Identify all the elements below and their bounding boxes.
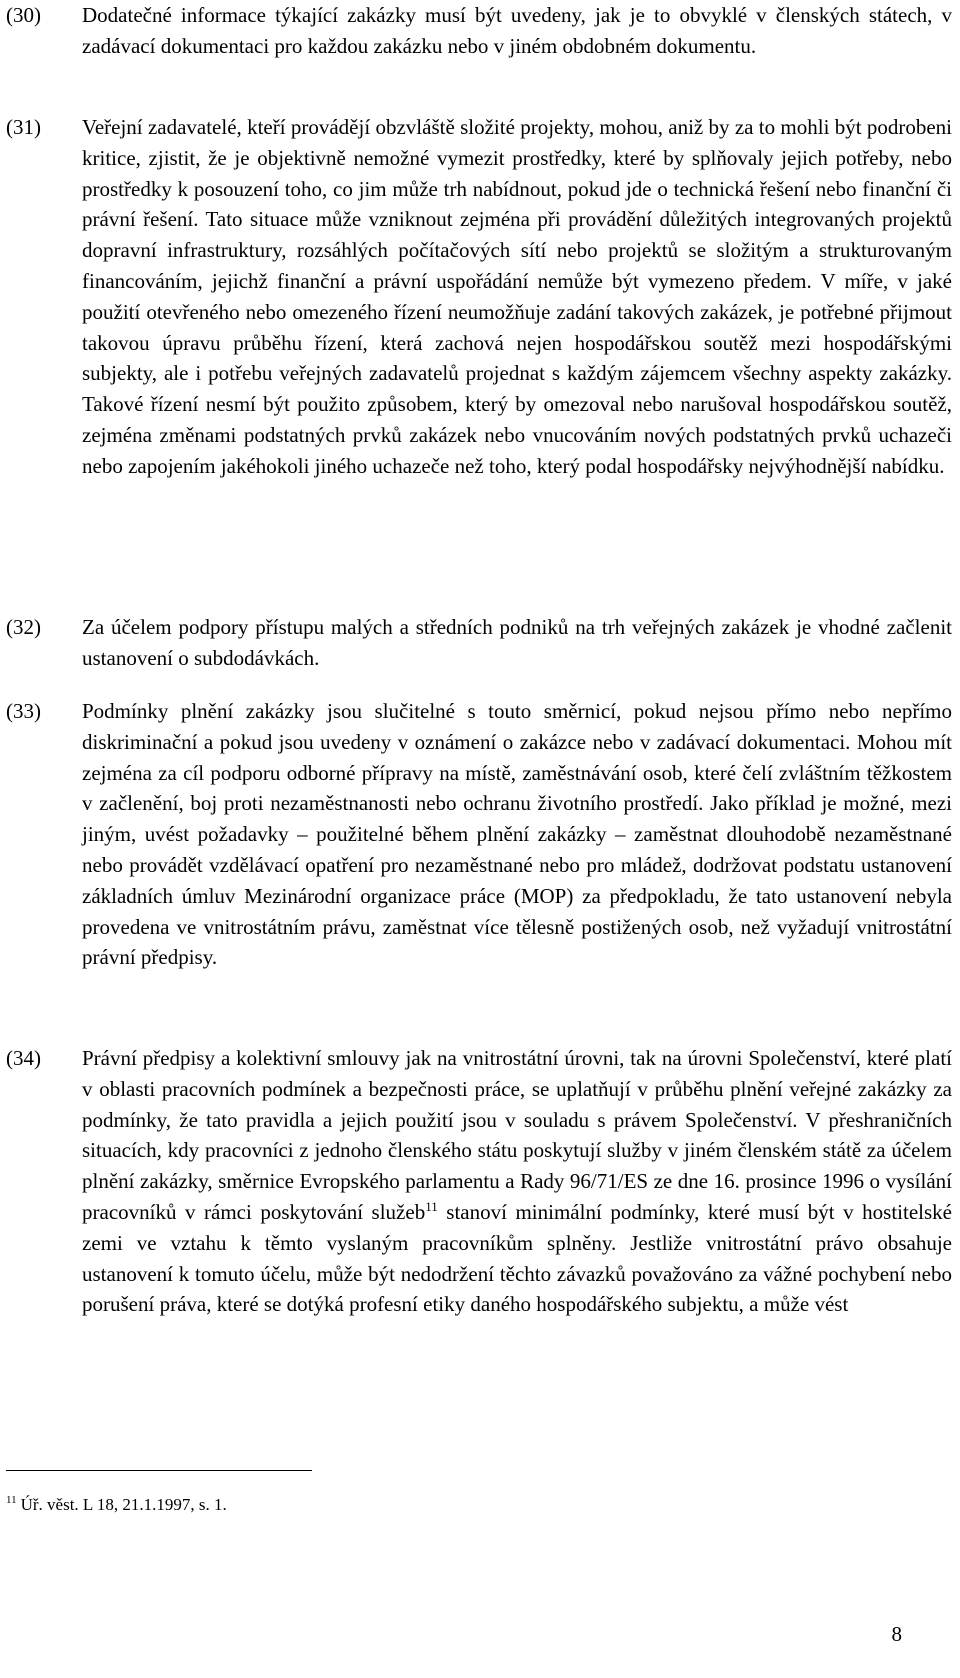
paragraph-text-part: Právní předpisy a kolektivní smlouvy jak na vnitrostátní úrovni, tak na úrovni Společenství, které platí v oblasti pracovních podmínek a bezpečnosti práce, se uplatňují v průběhu plnění veřejné zakázky za podmínky, že tato pravidla a jejich použití jsou v souladu s právem Společenství. V přeshraničních situacích, kdy pracovníci z jednoho členského státu poskytují služby v jiném členském státě za účelem plnění zakázky, směrnice Evropského parlamentu a Rady 96/71/ES ze dne 16. prosince 1996 o vysílání pracovníků v rámci poskytování služeb <box>82 1046 952 1224</box>
footnote-mark: 11 <box>6 1494 17 1507</box>
footnote-reference: 11 <box>425 1198 438 1214</box>
paragraph-number: (32) <box>6 615 41 639</box>
paragraph-33 <box>6 696 952 973</box>
paragraph-number: (30) <box>6 3 41 27</box>
paragraph-32 <box>6 612 952 674</box>
paragraph-text: Podmínky plnění zakázky jsou slučitelné s touto směrnicí, pokud nejsou přímo nebo nepřímo diskriminační a pokud jsou uvedeny v oznámení o zakázce nebo v zadávací dokumentaci. Mohou mít zejména za cíl podporu odborné přípravy na místě, zaměstnávání osob, které čelí zvláštním těžkostem v začlenění, boj proti nezaměstnanosti nebo ochranu životního prostředí. Jako příklad je možné, mezi jiným, uvést požadavky – použitelné během plnění zakázky – zaměstnat dlouhodobě nezaměstnané nebo provádět vzdělávací opatření pro nezaměstnané nebo pro mládež, dodržovat podstatu ustanovení základních úmluv Mezinárodní organizace práce (MOP) za předpokladu, že tato ustanovení nebyla provedena ve vnitrostátním právu, zaměstnat více tělesně postižených osob, než vyžadují vnitrostátní právní předpisy. <box>82 699 952 970</box>
paragraph-text: Za účelem podpory přístupu malých a středních podniků na trh veřejných zakázek je vhodné začlenit ustanovení o subdodávkách. <box>82 615 952 670</box>
paragraph-34 <box>6 1043 952 1320</box>
page-number: 8 <box>891 1622 902 1646</box>
paragraph-number: (34) <box>6 1046 41 1070</box>
footnote-separator <box>6 1470 312 1471</box>
paragraph-number: (31) <box>6 115 41 139</box>
paragraph-text-part: stanoví minimální podmínky, které musí být v hostitelské zemi ve vztahu k těmto vyslaným pracovníkům splněny. Jestliže vnitrostátní právo obsahuje ustanovení k tomuto účelu, může být nedodržení těchto závazků považováno za vážné pochybení nebo porušení práva, které se dotýká profesní etiky daného hospodářského subjektu, a může vést <box>82 1199 953 1317</box>
paragraph-text: Veřejní zadavatelé, kteří provádějí obzvláště složité projekty, mohou, aniž by za to mohli být podrobeni kritice, zjistit, že je objektivně nemožné vymezit prostředky, které by splňovaly jejich potřeby, nebo prostředky k posouzení toho, co jim může trh nabídnout, pokud jde o technická řešení nebo finanční či právní řešení. Tato situace může vzniknout zejména při provádění důležitých integrovaných projektů dopravní infrastruktury, rozsáhlých počítačových sítí nebo projektů se složitým a strukturovaným financováním, jejichž finanční a právní uspořádání nemůže být vymezeno předem. V míře, v jaké použití otevřeného nebo omezeného řízení neumožňuje zadání takových zakázek, je potřebné přijmout takovou úpravu průběhu řízení, která zachová nejen hospodářskou soutěž mezi hospodářskými subjekty, ale i potřebu veřejných zadavatelů projednat s každým zájemcem všechny aspekty zakázky. Takové řízení nesmí být použito způsobem, který by omezoval nebo narušoval hospodářskou soutěž, zejména změnami podstatných prvků zakázek nebo vnucováním nových podstatných prvků uchazeči nebo zapojením jakéhokoli jiného uchazeče než toho, který podal hospodářsky nejvýhodnější nabídku. <box>82 115 952 478</box>
paragraph-text <box>82 1043 952 1320</box>
paragraph-31 <box>6 112 952 482</box>
paragraph-number: (33) <box>6 699 41 723</box>
paragraph-text: Dodatečné informace týkající zakázky musí být uvedeny, jak je to obvyklé v členských státech, v zadávací dokumentaci pro každou zakázku nebo v jiném obdobném dokumentu. <box>82 3 952 58</box>
footnote <box>6 1494 227 1516</box>
paragraph-30 <box>6 0 952 62</box>
footnote-text: Úř. věst. L 18, 21.1.1997, s. 1. <box>20 1495 227 1514</box>
